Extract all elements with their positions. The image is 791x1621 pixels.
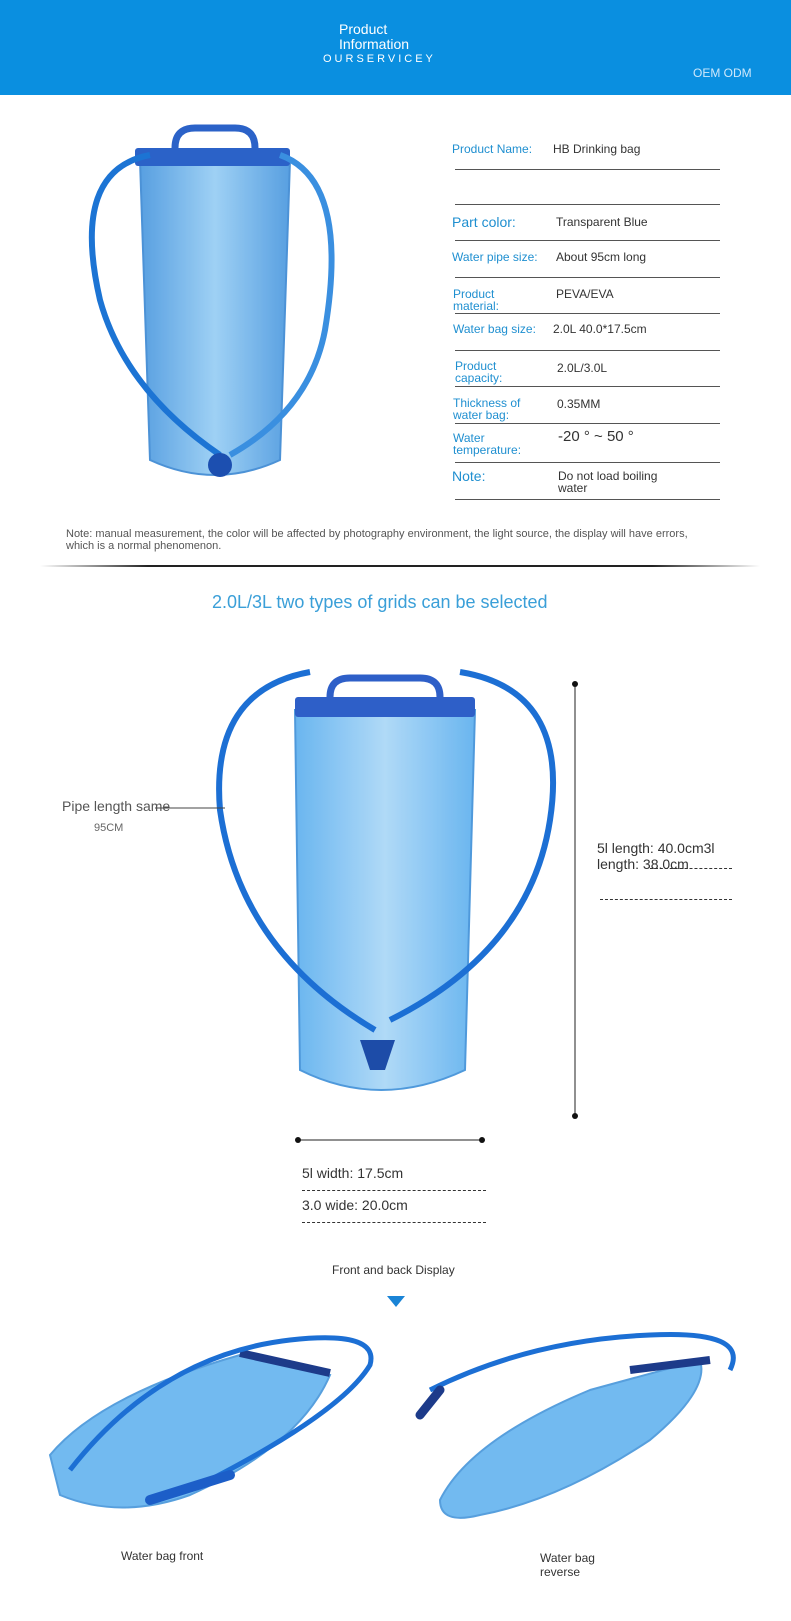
length-dash: [600, 899, 732, 900]
pipe-length-value: 95CM: [94, 822, 124, 834]
spec-value-product-name: HB Drinking bag: [553, 142, 641, 156]
measurement-note: Note: manual measurement, the color will be affected by photography environment, the light source, the display will have errors, which is a normal phenomenon.: [66, 528, 688, 552]
spec-divider: [455, 423, 720, 424]
height-dimension-line: [570, 680, 580, 1120]
product-image-main: [80, 110, 350, 510]
spec-label-water-temperature: Water temperature:: [453, 431, 522, 457]
spec-label-water-pipe-size: Water pipe size:: [452, 250, 538, 264]
header-title-line2: Information: [339, 36, 410, 52]
spec-divider: [455, 462, 720, 463]
spec-value-product-capacity: 2.0L/3.0L: [557, 361, 608, 375]
spec-divider: [455, 313, 720, 314]
spec-label-part-color: Part color:: [452, 214, 516, 230]
header-title-line1: Product: [339, 21, 388, 37]
water-bag-front-caption: Water bag front: [121, 1549, 204, 1563]
spec-value-note: Do not load boiling water: [558, 469, 658, 495]
product-image-dimensions: [200, 650, 580, 1150]
spec-divider: [455, 277, 720, 278]
spec-value-thickness: 0.35MM: [557, 397, 601, 411]
header-subtitle: OURSERVICEY: [323, 53, 436, 65]
spec-label-water-bag-size: Water bag size:: [453, 322, 536, 336]
spec-value-water-pipe-size: About 95cm long: [556, 250, 647, 264]
grids-title: 2.0L/3L two types of grids can be selected: [212, 592, 548, 612]
front-back-title: Front and back Display: [332, 1263, 455, 1277]
length-dash: [650, 868, 732, 869]
header-banner: [0, 0, 791, 95]
spec-divider: [455, 386, 720, 387]
width-dash: [302, 1222, 486, 1223]
spec-divider: [455, 499, 720, 500]
spec-label-product-name: Product Name:: [452, 142, 533, 156]
spec-label-thickness: Thickness of water bag:: [453, 396, 521, 422]
spec-divider: [455, 204, 720, 205]
spec-divider: [455, 350, 720, 351]
down-triangle-icon: [387, 1296, 405, 1307]
width-dash: [302, 1190, 486, 1191]
length-text: 5l length: 40.0cm3l length: 38.0cm: [597, 840, 715, 872]
spec-label-product-capacity: Product capacity:: [455, 359, 503, 385]
spec-divider: [455, 240, 720, 241]
width-3l-text: 3.0 wide: 20.0cm: [302, 1197, 408, 1213]
header-oem-label: OEM ODM: [693, 66, 752, 80]
spec-value-water-temperature: -20 ° ~ 50 °: [558, 428, 634, 445]
width-dimension-line: [294, 1135, 486, 1145]
spec-value-part-color: Transparent Blue: [556, 215, 648, 229]
water-bag-reverse-image: [410, 1330, 750, 1530]
spec-value-product-material: PEVA/EVA: [556, 287, 614, 301]
spec-value-water-bag-size: 2.0L 40.0*17.5cm: [553, 322, 647, 336]
pipe-length-label: Pipe length same: [62, 798, 171, 814]
spec-label-note: Note:: [452, 468, 486, 484]
section-divider: [40, 565, 760, 567]
spec-label-product-material: Product material:: [453, 287, 500, 313]
spec-divider: [455, 169, 720, 170]
width-2l-text: 5l width: 17.5cm: [302, 1165, 404, 1181]
water-bag-reverse-caption: Water bag reverse: [540, 1551, 595, 1579]
water-bag-front-image: [40, 1335, 380, 1525]
